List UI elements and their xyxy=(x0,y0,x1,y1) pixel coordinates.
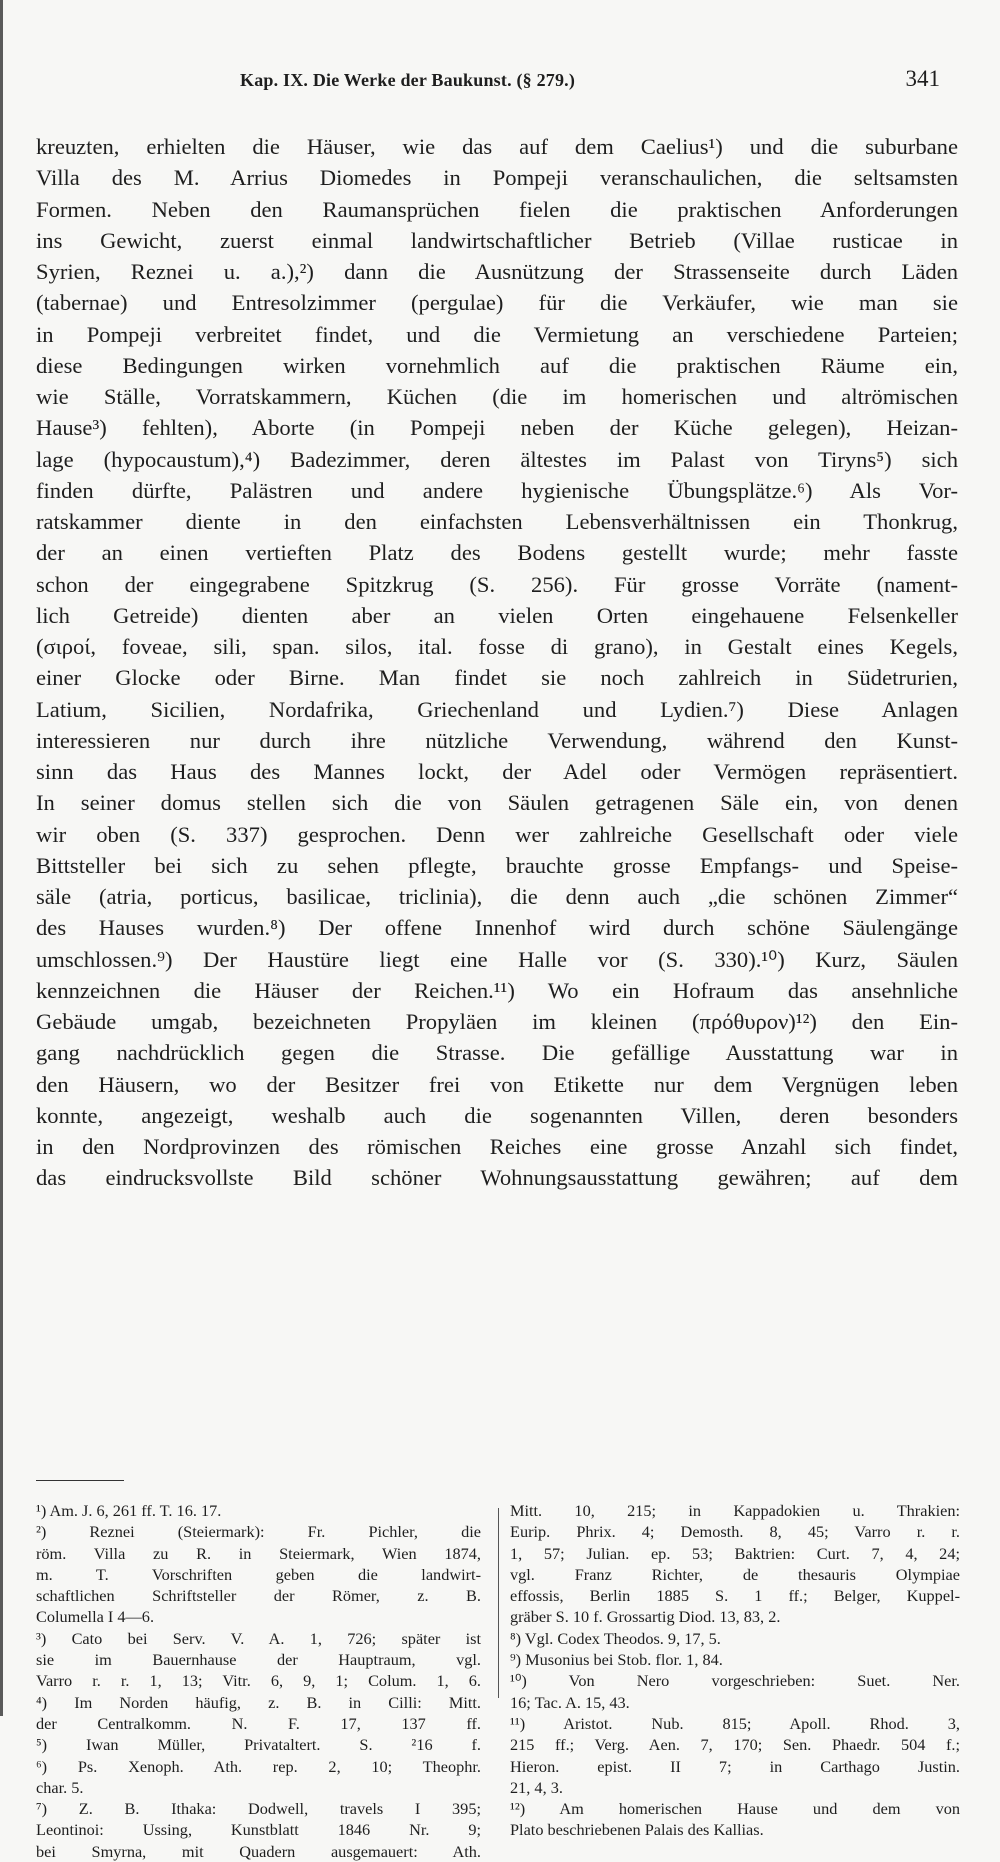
text-line: konnte, angezeigt, weshalb auch die sogenannten Villen, deren besonders xyxy=(36,1102,958,1128)
text-line: Bittsteller bei sich zu sehen pflegte, brauchte grosse Empfangs- und Speise- xyxy=(36,852,958,878)
footnote-line: vgl. Franz Richter, de thesauris Olympiae xyxy=(510,1564,960,1584)
footnote-line: 215 ff.; Verg. Aen. 7, 170; Sen. Phaedr. 504 f.; xyxy=(510,1735,960,1755)
text-line: lich Getreide) dienten aber an vielen Orten eingehauene Felsenkeller xyxy=(36,602,958,628)
text-line: ratskammer diente in den einfachsten Lebensverhältnissen ein Thonkrug, xyxy=(36,509,958,534)
footnote-line: Leontinoi: Ussing, Kunstblatt 1846 Nr. 9; xyxy=(36,1820,481,1840)
text-line: (σιροί, foveae, sili, span. silos, ital. fosse di grano), in Gestalt eines Kegels, xyxy=(36,634,958,659)
footnote-line: Plato beschriebenen Palais des Kallias. xyxy=(510,1820,764,1840)
page-number: 341 xyxy=(905,66,940,91)
footnote-line: ¹²) Am homerischen Hause und dem von xyxy=(510,1799,960,1819)
text-line: das eindrucksvollste Bild schöner Wohnungsausstattung gewähren; auf dem xyxy=(36,1165,958,1191)
footnotes-right-column xyxy=(510,1500,960,1841)
footnote-line: ¹⁰) Von Nero vorgeschrieben: Suet. Ner. xyxy=(510,1671,960,1691)
text-line: gang nachdrücklich gegen die Strasse. Die gefällige Ausstattung war in xyxy=(36,1040,958,1066)
footnote-line: ⁸) Vgl. Codex Theodos. 9, 17, 5. xyxy=(510,1628,721,1648)
footnote-line: Mitt. 10, 215; in Kappadokien u. Thrakien: xyxy=(510,1501,960,1520)
text-line: Gebäude umgab, bezeichneten Propyläen im kleinen (πρόθυρον)¹²) den Ein- xyxy=(36,1009,958,1034)
footnote-line: 1, 57; Julian. ep. 53; Baktrien: Curt. 7, 4, 24; xyxy=(510,1543,960,1563)
text-line: kennzeichnen die Häuser der Reichen.¹¹) Wo ein Hofraum das ansehnliche xyxy=(36,977,958,1003)
text-line: finden dürfte, Palästren und andere hygienische Übungsplätze.⁶) Als Vor- xyxy=(36,477,958,503)
text-line: in Pompeji verbreitet findet, und die Vermietung an verschiedene Parteien; xyxy=(36,321,958,347)
text-line: ins Gewicht, zuerst einmal landwirtschaftlicher Betrieb (Villae rusticae in xyxy=(36,227,958,253)
text-line: sinn das Haus des Mannes lockt, der Adel oder Vermögen repräsentiert. xyxy=(36,759,958,784)
footnote-line: bei Smyrna, mit Quadern ausgemauert: Ath. xyxy=(36,1841,481,1861)
text-line: umschlossen.⁹) Der Haustüre liegt eine Halle vor (S. 330).¹⁰) Kurz, Säulen xyxy=(36,946,958,972)
text-line: Latium, Sicilien, Nordafrika, Griechenland und Lydien.⁷) Diese Anlagen xyxy=(36,696,958,722)
text-line: schon der eingegrabene Spitzkrug (S. 256). Für grosse Vorräte (nament- xyxy=(36,571,958,597)
text-line: in den Nordprovinzen des römischen Reiches eine grosse Anzahl sich findet, xyxy=(36,1134,958,1159)
text-line: kreuzten, erhielten die Häuser, wie das auf dem Caelius¹) und die suburbane xyxy=(36,134,958,159)
footnote-line: ⁷) Z. B. Ithaka: Dodwell, travels I 395; xyxy=(36,1799,481,1819)
running-head: Kap. IX. Die Werke der Baukunst. (§ 279.) xyxy=(240,70,576,90)
footnote-line: ⁵) Iwan Müller, Privataltert. S. ²16 f. xyxy=(36,1735,481,1755)
text-line: (tabernae) und Entresolzimmer (pergulae) für die Verkäufer, wie man sie xyxy=(36,290,958,316)
footnote-rule xyxy=(36,1480,124,1481)
footnote-line: der Centralkomm. N. F. 17, 137 ff. xyxy=(36,1713,481,1733)
footnote-line: m. T. Vorschriften geben die landwirt- xyxy=(36,1564,481,1584)
footnote-line: ⁶) Ps. Xenoph. Ath. rep. 2, 10; Theophr. xyxy=(36,1756,481,1776)
text-line: lage (hypocaustum),⁴) Badezimmer, deren ältestes im Palast von Tiryns⁵) sich xyxy=(36,446,958,472)
text-line: Villa des M. Arrius Diomedes in Pompeji veranschaulichen, die seltsamsten xyxy=(36,165,958,191)
footnote-line: Eurip. Phrix. 4; Demosth. 8, 45; Varro r. r. xyxy=(510,1522,960,1542)
text-line: diese Bedingungen wirken vornehmlich auf die praktischen Räume ein, xyxy=(36,352,958,378)
text-line: säle (atria, porticus, basilicae, triclinia), die denn auch „die schönen Zimmer“ xyxy=(36,884,958,909)
text-line: einer Glocke oder Birne. Man findet sie noch zahlreich in Südetrurien, xyxy=(36,665,958,691)
footnote-line: ²) Reznei (Steiermark): Fr. Pichler, die xyxy=(36,1522,481,1542)
footnote-line: ³) Cato bei Serv. V. A. 1, 726; später ist xyxy=(36,1628,481,1648)
text-line: wir oben (S. 337) gesprochen. Denn wer zahlreiche Gesellschaft oder viele xyxy=(36,821,958,847)
footnote-line: Columella I 4—6. xyxy=(36,1607,155,1627)
footnote-line: 16; Tac. A. 15, 43. xyxy=(510,1692,630,1712)
text-line: interessieren nur durch ihre nützliche Verwendung, während den Kunst- xyxy=(36,727,958,753)
main-text xyxy=(36,131,958,1194)
footnotes-left-column xyxy=(36,1500,481,1862)
footnote-column-divider xyxy=(498,1508,499,1698)
text-line: wie Ställe, Vorratskammern, Küchen (die im homerischen und altrömischen xyxy=(36,384,958,409)
footnote-line: gräber S. 10 f. Grossartig Diod. 13, 83, 2. xyxy=(510,1607,781,1627)
footnote-line: ⁴) Im Norden häufig, z. B. in Cilli: Mitt. xyxy=(36,1692,481,1712)
footnote-line: ⁹) Musonius bei Stob. flor. 1, 84. xyxy=(510,1650,723,1670)
text-line: des Hauses wurden.⁸) Der offene Innenhof wird durch schöne Säulengänge xyxy=(36,915,958,941)
text-line: Hause³) fehlten), Aborte (in Pompeji neben der Küche gelegen), Heizan- xyxy=(36,415,958,441)
footnote-line: 21, 4, 3. xyxy=(510,1777,563,1797)
page-header xyxy=(240,64,940,98)
footnote-line: Hieron. epist. II 7; in Carthago Justin. xyxy=(510,1756,960,1776)
footnote-line: schaftlichen Schriftsteller der Römer, z. B. xyxy=(36,1586,481,1606)
footnote-line: sie im Bauernhause der Hauptraum, vgl. xyxy=(36,1650,481,1670)
text-line: In seiner domus stellen sich die von Säulen getragenen Säle ein, von denen xyxy=(36,790,958,816)
text-line: Formen. Neben den Raumansprüchen fielen die praktischen Anforderungen xyxy=(36,196,958,222)
footnote-line: char. 5. xyxy=(36,1777,84,1797)
footnote-line: Varro r. r. 1, 13; Vitr. 6, 9, 1; Colum. 1, 6. xyxy=(36,1671,481,1691)
text-line: den Häusern, wo der Besitzer frei von Etikette nur dem Vergnügen leben xyxy=(36,1071,958,1097)
text-line: Syrien, Reznei u. a.),²) dann die Ausnützung der Strassenseite durch Läden xyxy=(36,259,958,284)
footnote-line: ¹) Am. J. 6, 261 ff. T. 16. 17. xyxy=(36,1501,222,1520)
text-line: der an einen vertieften Platz des Bodens gestellt wurde; mehr fasste xyxy=(36,540,958,566)
footnote-line: effossis, Berlin 1885 S. 1 ff.; Belger, Kuppel- xyxy=(510,1586,960,1606)
footnote-line: röm. Villa zu R. in Steiermark, Wien 1874, xyxy=(36,1543,481,1563)
page-edge xyxy=(0,0,3,1716)
footnote-line: ¹¹) Aristot. Nub. 815; Apoll. Rhod. 3, xyxy=(510,1713,960,1733)
